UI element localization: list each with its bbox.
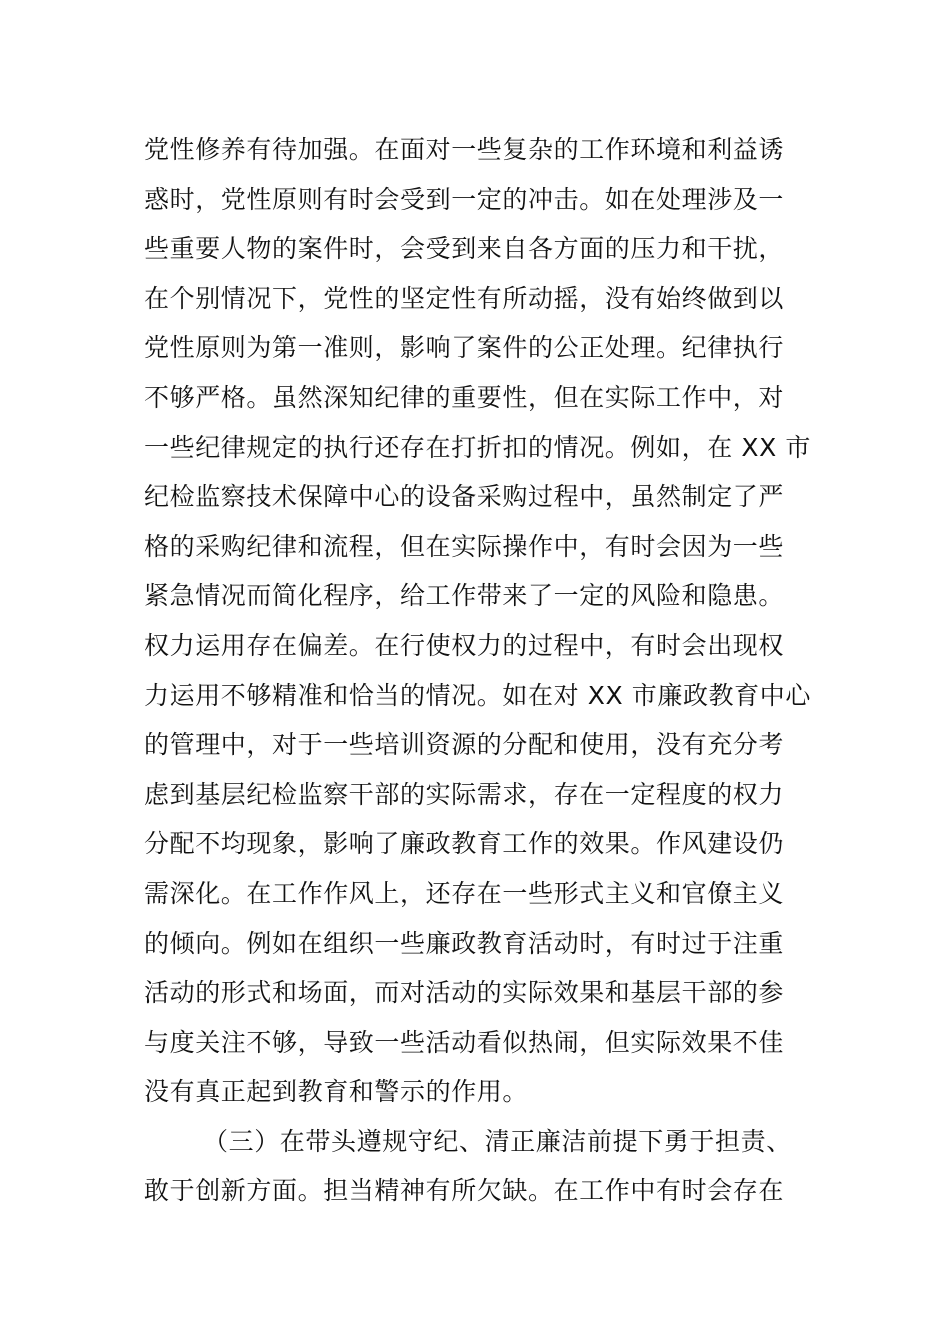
text-line: 紧急情况而简化程序，给工作带来了一定的风险和隐患。: [144, 581, 785, 611]
text-line: 需深化。在工作作风上，还存在一些形式主义和官僚主义: [144, 878, 785, 908]
text-line: 党性修养有待加强。在面对一些复杂的工作环境和利益诱: [144, 135, 785, 164]
text-line: 活动的形式和场面，而对活动的实际效果和基层干部的参: [144, 978, 785, 1008]
text-line: 纪检监察技术保障中心的设备采购过程中，虽然制定了严: [144, 482, 785, 512]
text-line: 的管理中，对于一些培训资源的分配和使用，没有充分考: [144, 730, 785, 760]
section-heading-line: （三）在带头遵规守纪、清正廉洁前提下勇于担责、: [203, 1126, 792, 1156]
text-line: 与度关注不够，导致一些活动看似热闹，但实际效果不佳: [144, 1027, 785, 1057]
text-line: 权力运用存在偏差。在行使权力的过程中，有时会出现权: [144, 630, 785, 660]
text-line: 力运用不够精准和恰当的情况。如在对 XX 市廉政教育中心: [144, 680, 811, 710]
text-line: 格的采购纪律和流程，但在实际操作中，有时会因为一些: [144, 531, 785, 561]
text-line: 些重要人物的案件时，会受到来自各方面的压力和干扰，: [144, 234, 785, 264]
body-text: [144, 125, 824, 1216]
text-line: 虑到基层纪检监察干部的实际需求，存在一定程度的权力: [144, 779, 785, 809]
text-line: 一些纪律规定的执行还存在打折扣的情况。例如，在 XX 市: [144, 432, 811, 462]
text-line: 分配不均现象，影响了廉政教育工作的效果。作风建设仍: [144, 829, 785, 859]
text-line: 在个别情况下，党性的坚定性有所动摇，没有始终做到以: [144, 283, 785, 313]
text-line: 不够严格。虽然深知纪律的重要性，但在实际工作中，对: [144, 382, 785, 412]
text-line: 没有真正起到教育和警示的作用。: [144, 1077, 529, 1107]
text-line: 敢于创新方面。担当精神有所欠缺。在工作中有时会存在: [144, 1176, 785, 1206]
text-line: 党性原则为第一准则，影响了案件的公正处理。纪律执行: [144, 333, 785, 363]
text-line: 的倾向。例如在组织一些廉政教育活动时，有时过于注重: [144, 928, 785, 958]
text-line: 惑时，党性原则有时会受到一定的冲击。如在处理涉及一: [144, 184, 785, 214]
